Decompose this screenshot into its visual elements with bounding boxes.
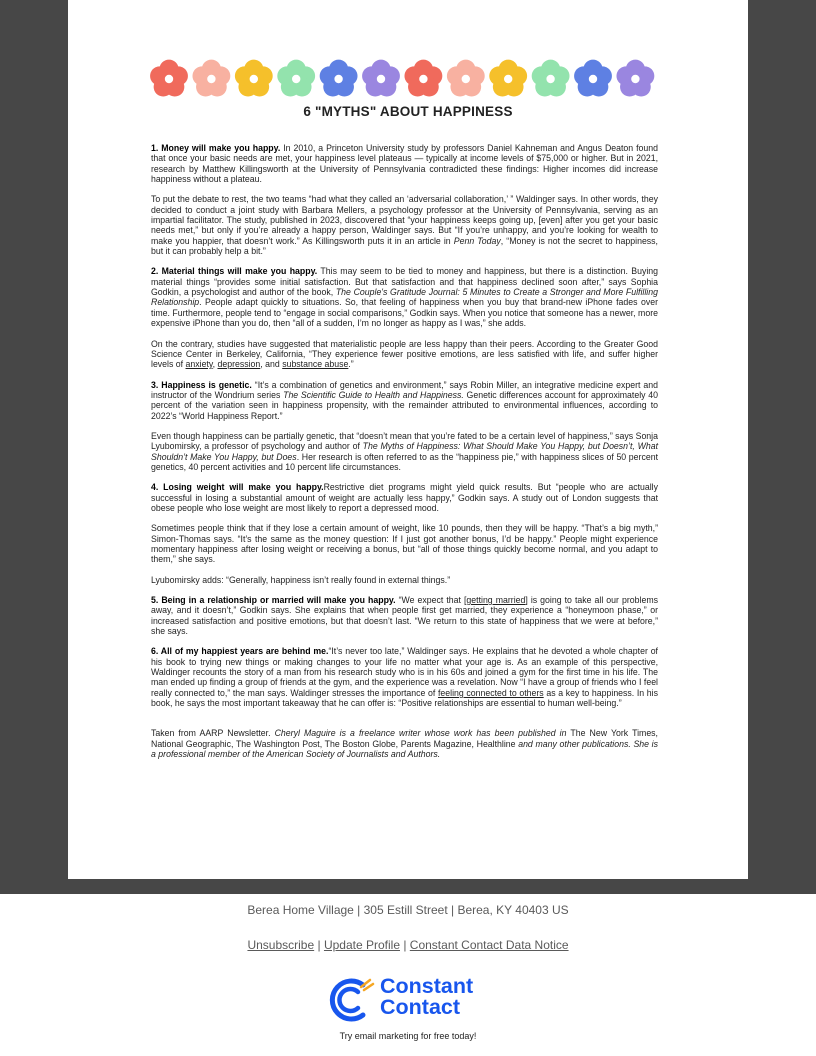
getting-married-link[interactable]: getting married <box>466 595 526 606</box>
flower-border <box>150 58 658 100</box>
unsubscribe-link[interactable]: Unsubscribe <box>247 938 315 952</box>
myth-5-heading: 5. Being in a relationship or married will make you happy. <box>151 595 396 606</box>
flower-icon <box>489 60 527 97</box>
flower-icon <box>532 60 570 97</box>
flower-icon <box>192 60 230 97</box>
feeling-connected-link[interactable]: feeling connected to others <box>437 687 544 698</box>
flower-icon <box>447 60 485 97</box>
flower-icon <box>320 60 358 97</box>
myth-2-followup: On the contrary, studies have suggested that materialistic people are less happy than their peers. According to the Greater Good Science Center in Berkeley, California, “They experience fewer positive emotions, are less satisfied with life, and suffer higher levels of anxiety, depression, and substance abuse.” <box>151 338 658 370</box>
author-credit: Taken from AARP Newsletter. Cheryl Maguire is a freelance writer whose work has been published in The New York Times, National Geographic, The Washington Post, The Boston Globe, Parents Magazine, Healthline and many other publications. She is a professional member of the American Society of Journalists and Authors. <box>151 728 658 760</box>
data-notice-link[interactable]: Constant Contact Data Notice <box>409 938 569 952</box>
flower-icon <box>574 60 612 97</box>
myth-1-heading: 1. Money will make you happy. <box>151 143 281 153</box>
newsletter-image <box>68 0 748 879</box>
myth-3-paragraph: 3. Happiness is genetic. “It’s a combination of genetics and environment,” says Robin Miller, an integrative medicine expert and instructor of the Wondrium series The Scientific Guide to Health and Happiness. Genetic differences account for approximately 40 percent of the variation seen in happiness propensity, with the remainder attributed to environmental influences, according to 2022’s “World Happiness Report.” <box>151 379 658 421</box>
flower-icon <box>404 60 442 97</box>
constant-contact-logo-icon <box>328 976 376 1024</box>
constant-contact-logo[interactable] <box>328 976 490 1024</box>
myth-2-heading: 2. Material things will make you happy. <box>151 266 318 277</box>
flower-icon <box>616 60 654 97</box>
constant-contact-tagline[interactable]: Try email marketing for free today! <box>339 1031 477 1041</box>
anxiety-link[interactable]: anxiety <box>185 359 213 370</box>
depression-link[interactable]: depression <box>217 359 261 370</box>
myth-1-followup: To put the debate to rest, the two teams “had what they called an ‘adversarial collaboration,’ ” Waldinger says. In other words, they decided to conduct a joint study with Barbara Mellers, a psychology professor at the University of Pennsylvania, serving as an impartial facilitator. The study, published in 2023, discovered that “your happiness keeps going up, [even] after you get your basic needs met,” but only if you’re already a happy person, Waldinger says. But “If you’re unhappy, and you’re looking for wealth to make you happier, that doesn’t work.” As Killingsworth puts it in an article in Penn Today, “Money is not the secret to happiness, but it can probably help a bit.” <box>151 194 658 257</box>
logo-wordmark: Constant Contact <box>380 974 474 1019</box>
myth-5-paragraph: 5. Being in a relationship or married will make you happy. “We expect that [getting married] is going to take all our problems away, and it doesn’t,” Godkin says. She explains that when people first get married, they experience a “honeymoon phase,” or increased satisfaction and positive emotions, but that doesn’t last. “We return to this state of happiness that we were at before,” she says. <box>151 595 658 637</box>
myth-4-followup: Sometimes people think that if they lose a certain amount of weight, like 10 pounds, then they will be happy. “That’s a big myth,” Simon-Thomas says. “It’s the same as the money question: If I just got another bonus, I’d be happy.” People might experience momentary happiness after losing weight or receiving a bonus, but “all of those things quickly become normal, and you adapt to them,” she says. <box>151 523 658 565</box>
flower-icon <box>362 60 400 97</box>
flower-icon <box>235 60 273 97</box>
myth-6-paragraph: 6. All of my happiest years are behind me.“It’s never too late,” Waldinger says. He explains that he devoted a whole chapter of his book to trying new things or making changes to your life no matter what your age is. As an example of this perspective, Waldinger recounts the story of a man from his research study who is in his 60s and joined a gym for the first time in his life. The man ended up finding a group of friends at the gym, and the experience was a revelation. Now “I have a group of friends who I feel really connected to,” the man says. Waldinger stresses the importance of feeling connected to others as a key to happiness. In his book, he says the most important takeaway that he can offer is: “Positive relationships are essential to human well-being.” <box>151 646 658 709</box>
myth-2-paragraph: 2. Material things will make you happy. This may seem to be tied to money and happiness, but there is a distinction. Buying material things “provides some initial satisfaction. But that satisfaction and that happiness declined soon after,” says Sophia Godkin, a psychologist and author of the book, The Couple's Gratitude Journal: 5 Minutes to Create a Stronger and More Fulfilling Relationship. People adapt quickly to situations. So, that feeling of happiness when you buy that brand-new iPhone fades over time. Furthermore, people tend to “engage in social comparisons,” Godkin says. When you notice that someone has a newer, more expensive iPhone than you do, then “all of a sudden, I’m no longer as happy as I was,” she adds. <box>151 266 659 329</box>
myth-1-paragraph: 1. Money will make you happy. In 2010, a Princeton University study by professors Daniel Kahneman and Angus Deaton found that once your basic needs are met, your happiness level plateaus — typically at income levels of $75,000 or higher. But in 2021, research by Matthew Killingsworth at the University of Pennsylvania contradicted these findings: Higher incomes did increase happiness without a plateau. <box>151 143 659 185</box>
myth-3-heading: 3. Happiness is genetic. <box>151 379 252 390</box>
myth-4-quote: Lyubomirsky adds: “Generally, happiness isn’t really found in external things.” <box>151 574 451 585</box>
flower-icon <box>277 60 315 97</box>
substance-abuse-link[interactable]: substance abuse <box>282 359 349 370</box>
flower-icon <box>150 60 188 97</box>
myth-6-heading: 6. All of my happiest years are behind me. <box>151 646 329 657</box>
myth-4-paragraph: 4. Losing weight will make you happy.Restrictive diet programs might yield quick results. But “people who are actually successful in losing a substantial amount of weight are actually less happy,” Godkin says. A study out of London suggests that obese people who lose weight are most likely to report a depressed mood. <box>151 482 659 513</box>
update-profile-link[interactable]: Update Profile <box>323 938 400 952</box>
article-body <box>151 143 658 770</box>
myth-4-heading: 4. Losing weight will make you happy. <box>151 482 324 493</box>
footer-links: Unsubscribe | Update Profile | Constant Contact Data Notice <box>247 938 569 952</box>
footer-address: Berea Home Village | 305 Estill Street | Berea, KY 40403 US <box>247 903 569 917</box>
document-title: 6 "MYTHS" ABOUT HAPPINESS <box>303 104 513 119</box>
myth-3-followup: Even though happiness can be partially genetic, that “doesn’t mean that you’re fated to be a certain level of happiness,” says Sonja Lyubomirsky, a professor of psychology and author of The Myths of Happiness: What Should Make You Happy, but Doesn’t, What Shouldn’t Make You Happy, but Does. Her research is often referred to as the “happiness pie,” with happiness slices of 50 percent genetics, 40 percent activities and 10 percent life circumstances. <box>151 430 659 472</box>
